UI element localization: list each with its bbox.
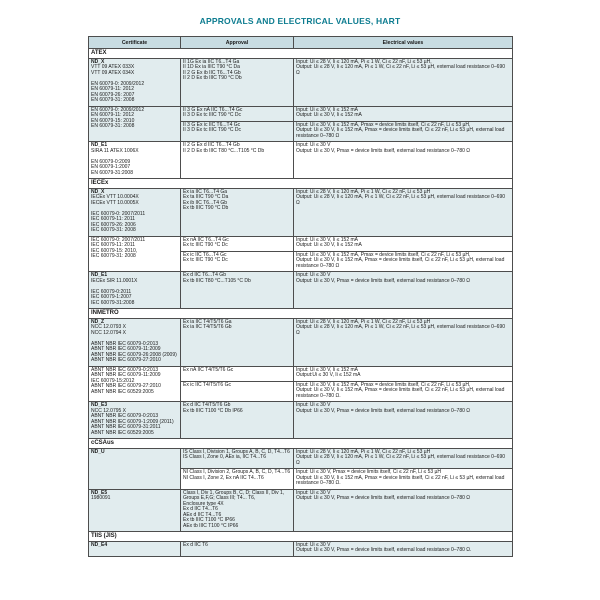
approval-cell: [181, 469, 294, 490]
approval-cell: [181, 489, 294, 532]
approval-line: Ex tc IIIC T90 °C Dc: [183, 242, 228, 248]
approval-line: II 1D Ex ia IIIC T90 °C Da: [183, 64, 240, 70]
electrical-value-line: Input: Ui ≤ 30 V, Ii ≤ 152 mA: [296, 106, 359, 113]
certificate-line: IECEx VTT 10.0004X: [91, 194, 139, 200]
section-header: TIIS (JIS): [89, 532, 513, 542]
certificate-line: ABNT NBR IEC 60079-31:2011: [91, 424, 161, 430]
electrical-value-line: Input: Ui ≤ 30 V, Ii ≤ 152 mA, Pmax = device limits itself, Ci ≤ 22 nF, Li ≤ 53 µH,: [296, 121, 471, 128]
electrical-values-cell: [294, 448, 513, 469]
approval-line: Ex d IIC T6...T4 Gb: [183, 272, 226, 278]
certificate-cell: [89, 106, 181, 142]
approval-line: II 3 D Ex tc IIIC T90 °C Dc: [183, 127, 242, 133]
certificate-id: ND_E5: [91, 489, 108, 496]
electrical-value-line: Input: Ui ≤ 28 V, Ii ≤ 120 mA, Pi ≤ 1 W, Ci ≤ 22 nF, Li ≤ 53 µH: [296, 448, 431, 455]
approval-cell: [181, 448, 294, 469]
certificate-line: ABNT NBR IEC 60079-1:2009 (2011): [91, 418, 174, 425]
electrical-value-line: Input: Ui ≤ 30 V: [296, 272, 331, 278]
electrical-values-cell: [294, 121, 513, 142]
certificate-line: EN 60079-0: 2009/2012: [91, 80, 145, 87]
electrical-value-line: Output: Ui ≤ 30 V, Pmax = device limits itself, external load resistance 0–780 Ω: [296, 147, 471, 154]
certificate-line: EN 60079-11: 2012: [91, 112, 134, 118]
electrical-values-cell: [294, 318, 513, 366]
electrical-value-line: Output: Ui ≤ 30 V, Pmax = device limits itself, external load resistance 0–780 Ω: [296, 407, 471, 414]
certificate-cell: [89, 188, 181, 236]
certificate-line: VTT 09 ATEX 034X: [91, 69, 135, 76]
certificate-line: ABNT NBR IEC 60079-27:2010: [91, 383, 161, 389]
approval-line: II 1G Ex ia IIC T6...T4 Ga: [183, 58, 240, 65]
electrical-values-cell: [294, 381, 513, 402]
certificate-line: ABNT NBR IEC 60079-11:2009: [91, 372, 161, 378]
approval-line: Ex nA IIC T4/T5/T6 Gc: [183, 366, 234, 373]
approval-cell: [181, 142, 294, 179]
approval-line: Ex ia IIC T4/T5/T6 Ga: [183, 318, 232, 325]
electrical-value-line: Input: Ui ≤ 30 V, Ii ≤ 152 mA: [296, 236, 359, 243]
approval-line: Ex ta IIIC T90 °C Da: [183, 194, 229, 200]
certificate-line: ABNT NBR IEC 60079-0:2013: [91, 366, 159, 373]
certificate-line: IEC 60079-11: 2011: [91, 216, 136, 222]
approval-line: II 2 D Ex tb IIIC T80 °C...T105 °C Db: [183, 147, 265, 154]
approval-cell: [181, 121, 294, 142]
section-row: [89, 49, 513, 59]
electrical-value-line: Input: Ui ≤ 30 V: [296, 489, 331, 496]
section-row: [89, 439, 513, 449]
page-title: APPROVALS AND ELECTRICAL VALUES, HART: [199, 16, 401, 26]
electrical-value-line: Output: Ui ≤ 30 V, Pmax = device limits itself, external load resistance 0–780 Ω: [296, 495, 471, 501]
electrical-values-cell: [294, 142, 513, 179]
column-header-approval: Approval: [181, 37, 294, 49]
electrical-values-cell: [294, 188, 513, 236]
electrical-values-cell: [294, 251, 513, 272]
approval-cell: [181, 402, 294, 439]
certificate-line: IEC 60079-1:2007: [91, 294, 132, 300]
table-row: [89, 489, 513, 532]
electrical-value-line: Input: Ui ≤ 30 V, Ii ≤ 152 mA: [296, 366, 359, 373]
approval-line: Ex ia IIC T6...T4 Ga: [183, 188, 228, 195]
certificate-line: EN 60079-15: 2010: [91, 117, 135, 124]
approval-line: II 2 D Ex tb IIIC T90 °C Db: [183, 75, 242, 81]
certificate-cell: [89, 272, 181, 309]
table-row: [89, 318, 513, 366]
electrical-value-line: Output: Ui ≤ 30 V, Pmax = device limits itself, external load resistance 0–780 Ω.: [296, 547, 472, 553]
electrical-values-cell: [294, 272, 513, 309]
certificate-line: IEC 60079-0:2011: [91, 288, 132, 295]
table-row: [89, 272, 513, 309]
certificate-cell: [89, 142, 181, 179]
certificate-line: EN 60079-1:2007: [91, 164, 131, 170]
approval-line: II 3 G Ex ic IIC T6...T4 Gc: [183, 121, 241, 128]
certificate-line: 1980091: [91, 495, 111, 501]
certificate-line: EN 60079-0:2009: [91, 158, 131, 165]
approvals-table: [88, 36, 513, 557]
table-row: [89, 142, 513, 179]
certificate-cell: [89, 366, 181, 402]
header-row: [89, 37, 513, 49]
certificate-cell: [89, 541, 181, 556]
certificate-line: IECEx VTT 10.0005X: [91, 199, 139, 206]
column-header-certificate: Certificate: [89, 37, 181, 49]
electrical-values-cell: [294, 366, 513, 381]
approval-cell: [181, 188, 294, 236]
certificate-id: ND_Z: [91, 318, 105, 325]
certificate-cell: [89, 58, 181, 106]
electrical-value-line: Output: Ui ≤ 30 V, Ii ≤ 152 mA, Pmax = device limits itself, Ci ≤ 22 nF, Li ≤ 53 µH, external load resistance 0–780 Ω.: [296, 387, 505, 399]
certificate-line: NCC 12.0795 X: [91, 407, 127, 414]
certificate-line: IEC 60079-31: 2008: [91, 253, 136, 259]
electrical-value-line: Output: Ui ≤ 28 V, Ii ≤ 120 mA, Pi ≤ 1 W, Ci ≤ 22 nF, Li ≤ 53 µH, external load resistance 0–690 Ω: [296, 454, 506, 466]
table-row: [89, 58, 513, 106]
certificate-cell: [89, 489, 181, 532]
table-row: [89, 236, 513, 251]
certificate-line: IEC 60079-0: 2007/2011: [91, 210, 146, 217]
certificate-line: IEC 60079-15: 2010,: [91, 247, 138, 254]
certificate-line: EN 60079-31:2008: [91, 169, 133, 176]
certificate-line: ABNT NBR IEC 60529:2005: [91, 388, 154, 395]
certificate-line: EN 60079-0: 2009/2012: [91, 106, 145, 113]
certificate-cell: [89, 236, 181, 272]
electrical-value-line: Input: Ui ≤ 28 V, Ii ≤ 120 mA, Pi ≤ 1 W, Ci ≤ 22 nF, Li ≤ 53 µH: [296, 318, 431, 325]
electrical-values-cell: [294, 402, 513, 439]
electrical-values-cell: [294, 541, 513, 556]
certificate-line: IEC 60079-31: 2008: [91, 227, 136, 233]
electrical-value-line: Input: Ui ≤ 30 V, Ii ≤ 152 mA, Pmax = device limits itself, Ci ≤ 22 nF, Li ≤ 53 µH,: [296, 381, 471, 388]
approval-line: AEx d IIC T4...T6: [183, 511, 222, 518]
certificate-line: IEC 60079-15:2012: [91, 377, 135, 384]
approval-cell: [181, 366, 294, 381]
electrical-values-cell: [294, 236, 513, 251]
approval-cell: [181, 106, 294, 121]
approval-line: Ex ib IIC T6...T4 Gb: [183, 199, 228, 206]
approval-line: IS Class I, Division 1, Groups A, B, C, D, T4...T6: [183, 448, 290, 455]
electrical-values-cell: [294, 489, 513, 532]
certificate-cell: [89, 448, 181, 489]
approval-line: Ex tb IIIC T100 °C IP66: [183, 517, 235, 523]
certificate-cell: [89, 402, 181, 439]
certificate-id: ND_E1: [91, 272, 108, 278]
electrical-value-line: Output: Ui ≤ 30 V, Ii ≤ 152 mA, Pmax = device limits itself, Ci ≤ 22 nF, Li ≤ 53 µH, external load resistance 0–780 Ω: [296, 127, 505, 139]
approval-line: II 3 D Ex tc IIIC T90 °C Dc: [183, 112, 242, 118]
approval-line: Class I, Div 1, Groups B, C, D; Class II, Div 1, Groups E,F,G; Class III; T4... T6,: [183, 489, 285, 501]
electrical-value-line: Input: Ui ≤ 28 V, Ii ≤ 120 mA, Pi ≤ 1 W, Ci ≤ 22 nF, Li ≤ 53 µH,: [296, 58, 432, 65]
electrical-value-line: Output: Ui ≤ 30 V, Pmax = device limits itself, external load resistance 0–780 Ω: [296, 277, 471, 284]
certificate-line: ABNT NBR IEC 60079-26:2008 (2009): [91, 351, 177, 358]
approval-cell: [181, 318, 294, 366]
approvals-table-body: [89, 49, 513, 557]
electrical-value-line: Output: Ui ≤ 30 V, Ii ≤ 152 mA, Pmax = device limits itself, Ci ≤ 22 nF, Li ≤ 53 µH, external load resistance 0–780 Ω: [296, 257, 505, 269]
section-row: [89, 532, 513, 542]
table-row: [89, 366, 513, 381]
table-row: [89, 106, 513, 121]
electrical-value-line: Input: Ui ≤ 30 V: [296, 402, 331, 408]
certificate-cell: [89, 318, 181, 366]
electrical-value-line: Output: Ui ≤ 28 V, Ii ≤ 120 mA, Pi ≤ 1 W, Ci ≤ 22 nF, Li ≤ 53 µH, external load resistance 0–690 Ω: [296, 64, 506, 76]
electrical-value-line: Input: Ui ≤ 28 V, Ii ≤ 120 mA, Pi ≤ 1 W, Ci ≤ 22 nF, Li ≤ 53 µH: [296, 188, 431, 195]
certificate-id: ND_E4: [91, 541, 108, 548]
certificate-line: SIRA 11 ATEX 1006X: [91, 147, 139, 154]
certificate-id: ND_E3: [91, 402, 108, 408]
approval-line: Ex tc IIIC T90 °C Dc: [183, 257, 228, 263]
certificate-line: IEC 60079-0: 2007/2011: [91, 236, 146, 243]
certificate-line: NCC 12.0793 X: [91, 324, 127, 330]
electrical-value-line: Output: Ui ≤ 30 V, Ii ≤ 152 mA: [296, 242, 362, 248]
section-header: INMETRO: [89, 309, 513, 319]
approval-line: Ex d IIC T6: [183, 541, 208, 548]
electrical-value-line: Output:Ui ≤ 30 V, Ii ≤ 152 mA: [296, 372, 361, 378]
certificate-line: EN 60079-31: 2008: [91, 97, 135, 103]
certificate-id: ND_E1: [91, 142, 108, 148]
approval-line: II 2 G Ex ib IIC T6...T4 Gb: [183, 69, 241, 76]
approval-cell: [181, 251, 294, 272]
approval-line: Ex nA IIC T6...T4 Gc: [183, 236, 229, 243]
approval-cell: [181, 381, 294, 402]
table-row: [89, 402, 513, 439]
electrical-value-line: Input: Ui ≤ 30 V, Pmax = device limits itself, Ci ≤ 22 nF, Li ≤ 53 µH: [296, 469, 442, 475]
approval-line: II 3 G Ex nA IIC T6...T4 Gc: [183, 106, 243, 113]
approval-line: Ex tb IIIC T80 °C...T105 °C Db: [183, 277, 251, 284]
certificate-line: ABNT NBR IEC 60079-0:2013: [91, 340, 159, 347]
certificate-line: IEC 60079-26: 2006: [91, 221, 136, 228]
approval-line: IS Class I, Zone 0, AEx ia, IIC T4...T6: [183, 454, 266, 460]
electrical-value-line: Output: Ui ≤ 30 V, Ii ≤ 152 mA, Pmax = device limits itself, Ci ≤ 22 nF, Li ≤ 53 µH, external load resistance 0–780 Ω.: [296, 474, 505, 486]
approval-line: NI Class I, Zone 2, Ex nA IIC T4...T6: [183, 474, 264, 481]
certificate-line: IEC 60079-31:2008: [91, 299, 135, 306]
approval-line: Ex ic IIC T4/T5/T6 Gc: [183, 381, 231, 388]
approval-line: Ex tb IIIC T100 °C Db IP66: [183, 407, 243, 414]
approval-line: Ex tb IIIC T90 °C Db: [183, 205, 229, 211]
table-row: [89, 188, 513, 236]
approval-line: NI Class I, Division 2, Groups A, B, C, D, T4...T6: [183, 469, 291, 475]
certificate-line: VTT 09 ATEX 033X: [91, 64, 135, 70]
approval-cell: [181, 58, 294, 106]
approval-line: Ex ic IIC T6...T4 Gc: [183, 251, 227, 258]
electrical-values-cell: [294, 469, 513, 490]
certificate-line: EN 60079-26: 2007: [91, 91, 135, 98]
approval-line: Ex d IIC T4/T5/T6 Gb: [183, 402, 231, 408]
certificate-line: IECEx SIR 11.0001X: [91, 277, 138, 284]
electrical-value-line: Output: Ui ≤ 30 V, Ii ≤ 152 mA: [296, 112, 362, 118]
approval-line: Ex d IIC T4...T6: [183, 506, 218, 512]
certificate-line: ABNT NBR IEC 60079-11:2009: [91, 346, 161, 352]
certificate-line: ABNT NBR IEC 60529:2005: [91, 429, 154, 436]
certificate-line: ABNT NBR IEC 60079-0:2013: [91, 413, 159, 419]
approval-line: II 2 G Ex d IIC T6...T4 Gb: [183, 142, 240, 148]
electrical-values-cell: [294, 106, 513, 121]
section-row: [89, 309, 513, 319]
section-header: ATEX: [89, 49, 513, 59]
table-row: [89, 541, 513, 556]
electrical-value-line: Input: Ui ≤ 30 V, Ii ≤ 152 mA, Pmax = device limits itself, Ci ≤ 22 nF, Li ≤ 53 µH,: [296, 251, 471, 258]
certificate-id: ND_X: [91, 188, 105, 195]
section-header: cCSAus: [89, 439, 513, 449]
electrical-value-line: Input: Ui ≤ 30 V: [296, 541, 331, 548]
approval-line: Ex ia IIC T4/T5/T6 Gb: [183, 324, 232, 330]
electrical-values-cell: [294, 58, 513, 106]
approval-cell: [181, 236, 294, 251]
approval-line: Enclosure type 4X: [183, 500, 224, 507]
approval-line: AEx tb IIIC T100 °C IP66: [183, 522, 239, 529]
approval-cell: [181, 272, 294, 309]
certificate-line: EN 60079-11: 2012: [91, 86, 134, 92]
section-header: IECEx: [89, 179, 513, 189]
column-header-electrical-values: Electrical values: [294, 37, 513, 49]
certificate-line: IEC 60079-11: 2011: [91, 242, 136, 248]
certificate-line: NCC 12.0794 X: [91, 329, 127, 336]
table-row: [89, 448, 513, 469]
certificate-id: ND_U: [91, 448, 105, 455]
approval-cell: [181, 541, 294, 556]
electrical-value-line: Output: Ui ≤ 28 V, Ii ≤ 120 mA, Pi ≤ 1 W, Ci ≤ 22 nF, Li ≤ 53 µH, external load resistance 0–690 Ω: [296, 194, 506, 206]
section-row: [89, 179, 513, 189]
certificate-id: ND_X: [91, 58, 105, 65]
certificate-line: ABNT NBR IEC 60079-27:2010: [91, 357, 161, 363]
certificate-line: EN 60079-31: 2008: [91, 123, 135, 129]
electrical-value-line: Input: Ui ≤ 30 V: [296, 142, 331, 148]
electrical-value-line: Output: Ui ≤ 28 V, Ii ≤ 120 mA, Pi ≤ 1 W, Ci ≤ 22 nF, Li ≤ 53 µH, external load resistance 0–690 Ω: [296, 324, 506, 336]
